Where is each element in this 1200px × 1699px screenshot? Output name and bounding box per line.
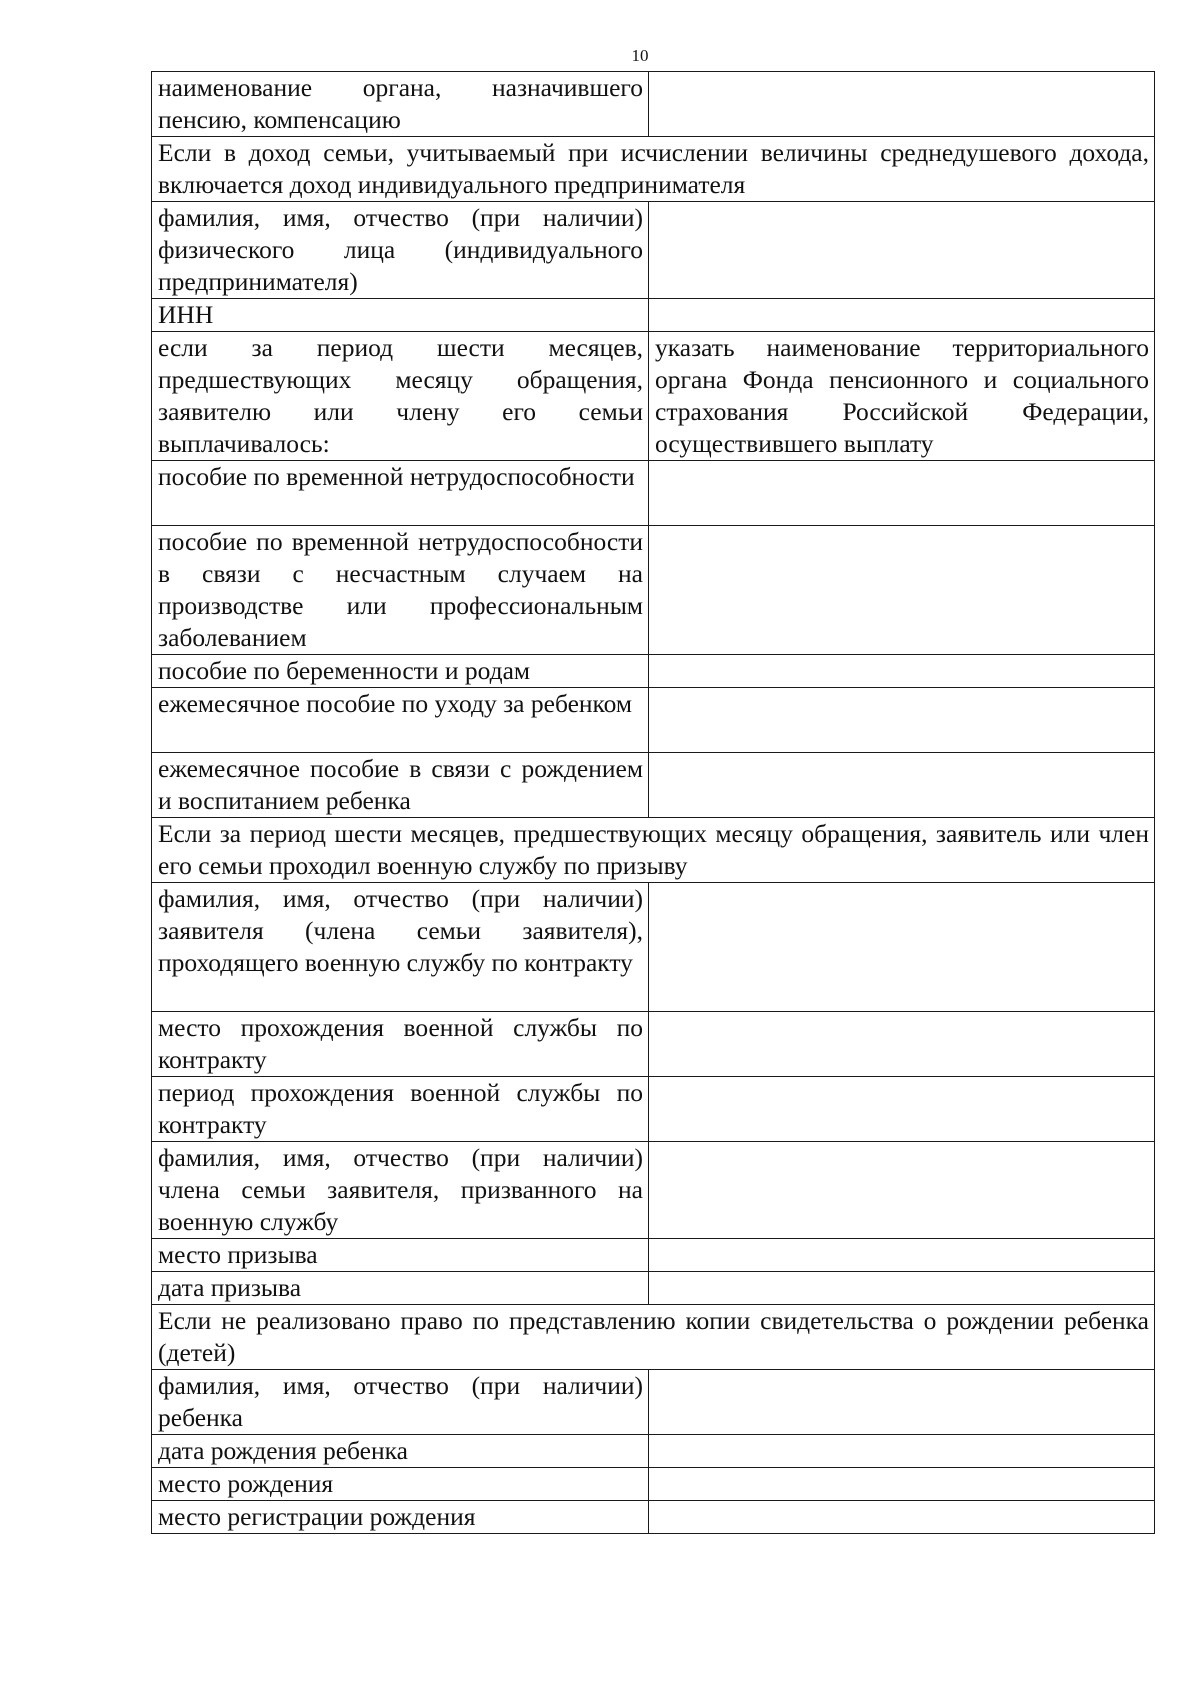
section-header-cell: Если в доход семьи, учитываемый при исчислении величины среднедушевого дохода, включается доход индивидуального предпринимателя bbox=[152, 137, 1155, 202]
field-label-cell: дата призыва bbox=[152, 1272, 649, 1305]
field-label-cell: ежемесячное пособие в связи с рождением и воспитанием ребенка bbox=[152, 753, 649, 818]
field-label-cell: фамилия, имя, отчество (при наличии) ребенка bbox=[152, 1370, 649, 1435]
section-header-row bbox=[152, 1305, 1155, 1370]
field-value-cell bbox=[649, 1239, 1155, 1272]
table-row bbox=[152, 1239, 1155, 1272]
table-row bbox=[152, 299, 1155, 332]
field-label-cell: пособие по временной нетрудоспособности в связи с несчастным случаем на производстве или профессиональным заболеванием bbox=[152, 526, 649, 655]
field-value-cell bbox=[649, 753, 1155, 818]
field-label-cell: место призыва bbox=[152, 1239, 649, 1272]
section-header-row bbox=[152, 137, 1155, 202]
field-label-cell: наименование органа, назначившего пенсию, компенсацию bbox=[152, 72, 649, 137]
table-row bbox=[152, 332, 1155, 461]
section-header-row bbox=[152, 818, 1155, 883]
table-row bbox=[152, 1012, 1155, 1077]
page-number: 10 bbox=[631, 46, 649, 65]
field-value-cell bbox=[649, 526, 1155, 655]
table-row bbox=[152, 1272, 1155, 1305]
field-label-cell: фамилия, имя, отчество (при наличии) члена семьи заявителя, призванного на военную службу bbox=[152, 1142, 649, 1239]
field-value-cell bbox=[649, 1012, 1155, 1077]
field-label-cell: дата рождения ребенка bbox=[152, 1435, 649, 1468]
field-value-cell bbox=[649, 1501, 1155, 1534]
field-label-cell: место регистрации рождения bbox=[152, 1501, 649, 1534]
section-header-cell: Если за период шести месяцев, предшествующих месяцу обращения, заявитель или член его семьи проходил военную службу по призыву bbox=[152, 818, 1155, 883]
field-value-cell bbox=[649, 688, 1155, 753]
field-value-cell bbox=[649, 202, 1155, 299]
table-row bbox=[152, 72, 1155, 137]
table-row bbox=[152, 883, 1155, 1012]
application-form-table bbox=[151, 71, 1155, 1534]
section-header-cell: Если не реализовано право по представлению копии свидетельства о рождении ребенка (детей) bbox=[152, 1305, 1155, 1370]
field-value-cell bbox=[649, 655, 1155, 688]
field-label-cell: ИНН bbox=[152, 299, 649, 332]
table-row bbox=[152, 753, 1155, 818]
table-row bbox=[152, 202, 1155, 299]
field-value-cell: указать наименование территориального органа Фонда пенсионного и социального страхования Российской Федерации, осуществившего выплату bbox=[649, 332, 1155, 461]
field-label-cell: пособие по временной нетрудоспособности bbox=[152, 461, 649, 526]
field-value-cell bbox=[649, 1435, 1155, 1468]
field-value-cell bbox=[649, 72, 1155, 137]
field-label-cell: место прохождения военной службы по контракту bbox=[152, 1012, 649, 1077]
field-label-cell: период прохождения военной службы по контракту bbox=[152, 1077, 649, 1142]
field-label-cell: фамилия, имя, отчество (при наличии) физического лица (индивидуального предпринимателя) bbox=[152, 202, 649, 299]
table-row bbox=[152, 655, 1155, 688]
field-value-cell bbox=[649, 461, 1155, 526]
table-row bbox=[152, 1077, 1155, 1142]
field-value-cell bbox=[649, 1370, 1155, 1435]
field-value-cell bbox=[649, 1272, 1155, 1305]
table-row bbox=[152, 526, 1155, 655]
field-value-cell bbox=[649, 1077, 1155, 1142]
field-value-cell bbox=[649, 883, 1155, 1012]
field-value-cell bbox=[649, 1142, 1155, 1239]
field-value-cell bbox=[649, 299, 1155, 332]
field-label-cell: если за период шести месяцев, предшествующих месяцу обращения, заявителю или члену его семьи выплачивалось: bbox=[152, 332, 649, 461]
table-row bbox=[152, 688, 1155, 753]
table-row bbox=[152, 1435, 1155, 1468]
field-label-cell: ежемесячное пособие по уходу за ребенком bbox=[152, 688, 649, 753]
table-row bbox=[152, 1468, 1155, 1501]
table-row bbox=[152, 461, 1155, 526]
table-row bbox=[152, 1142, 1155, 1239]
table-row bbox=[152, 1501, 1155, 1534]
field-label-cell: фамилия, имя, отчество (при наличии) заявителя (члена семьи заявителя), проходящего военную службу по контракту bbox=[152, 883, 649, 1012]
field-value-cell bbox=[649, 1468, 1155, 1501]
table-row bbox=[152, 1370, 1155, 1435]
field-label-cell: место рождения bbox=[152, 1468, 649, 1501]
field-label-cell: пособие по беременности и родам bbox=[152, 655, 649, 688]
